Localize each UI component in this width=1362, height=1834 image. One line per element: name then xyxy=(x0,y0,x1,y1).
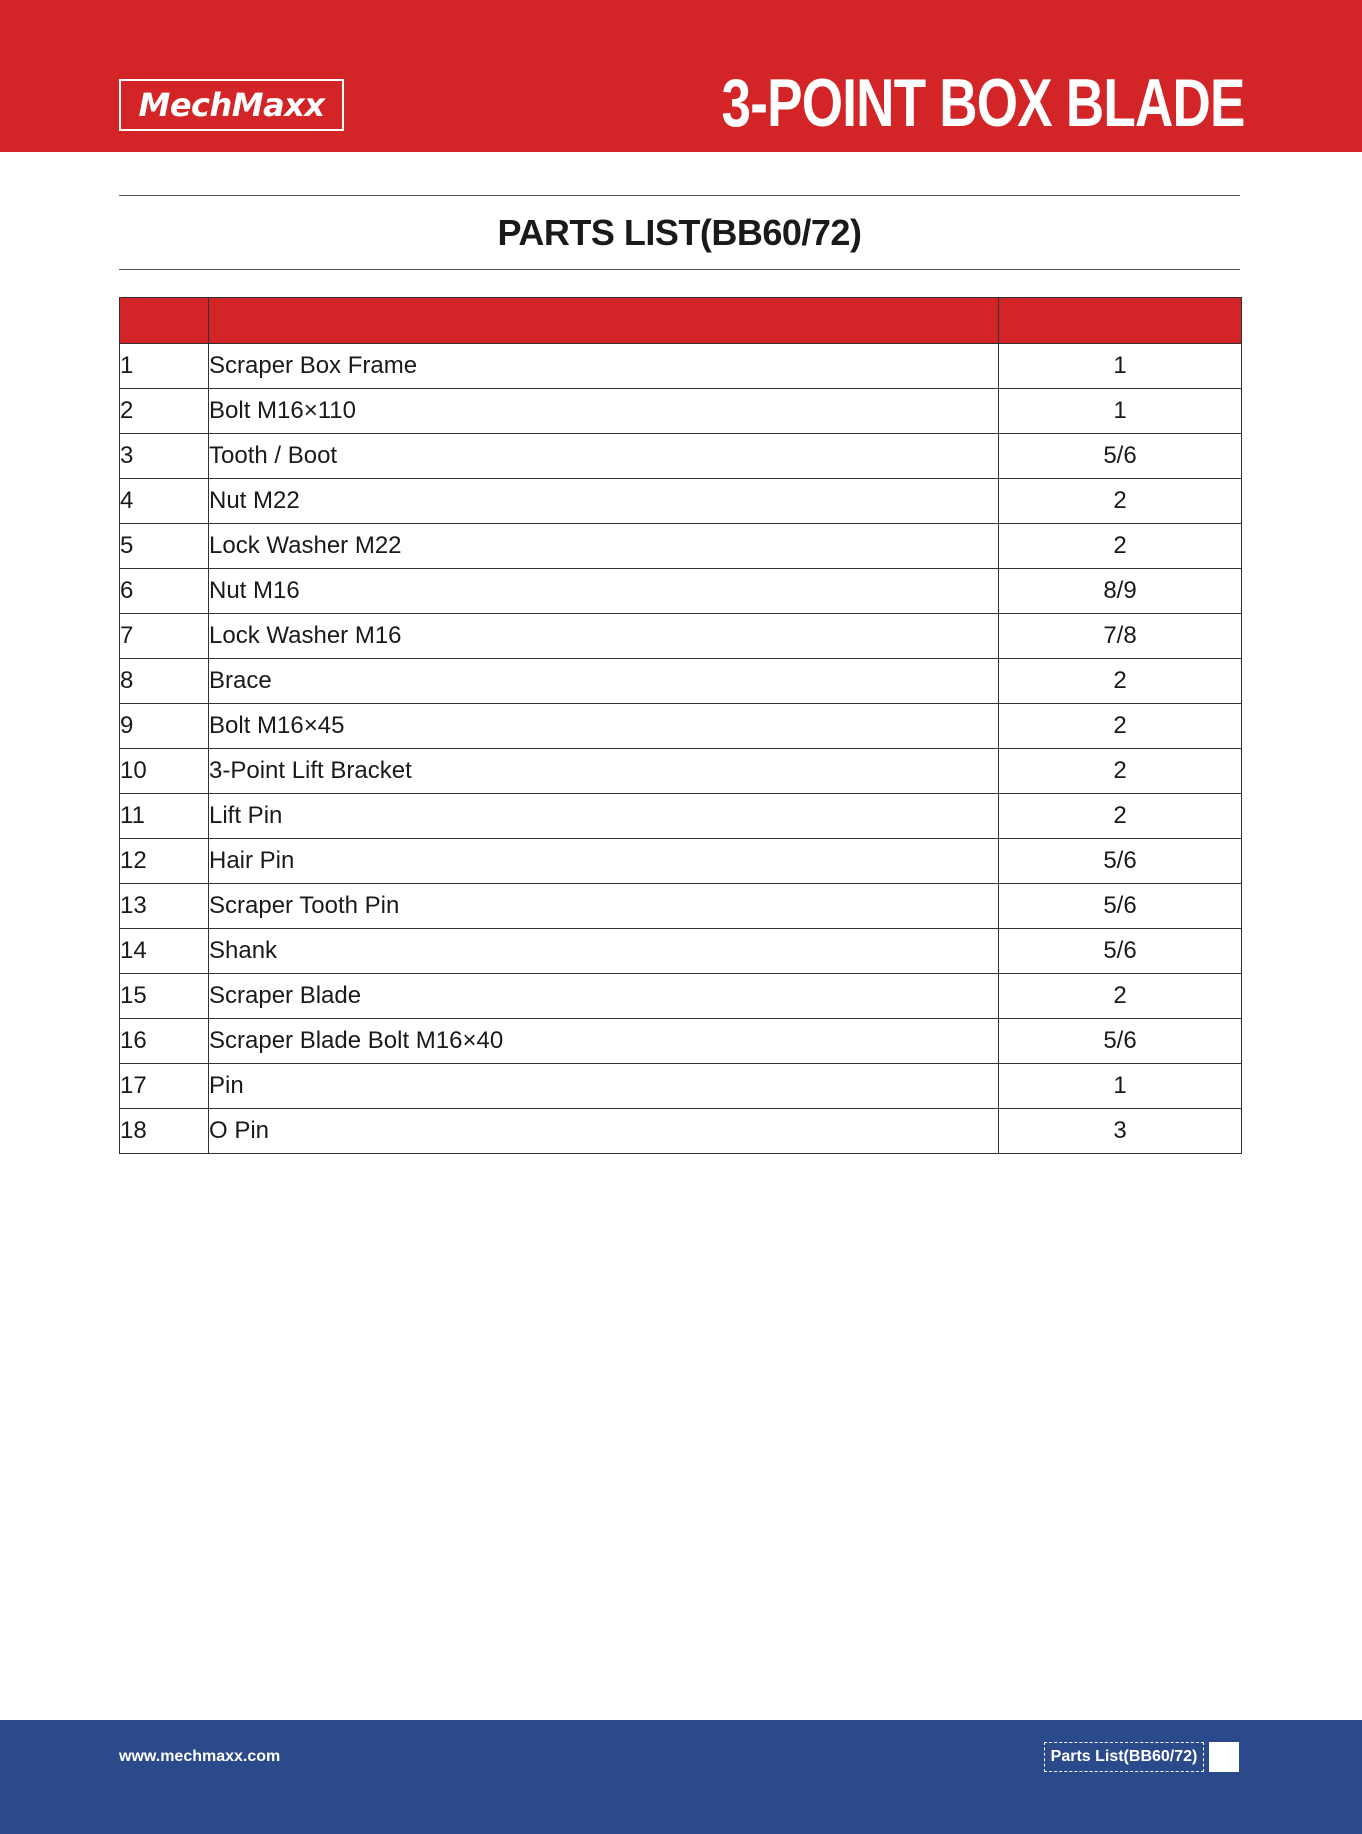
table-row xyxy=(120,749,1242,794)
part-description-cell: Scraper Tooth Pin xyxy=(209,884,999,929)
part-description-cell: Lock Washer M22 xyxy=(209,524,999,569)
header-cell-qty xyxy=(999,298,1242,344)
table-row xyxy=(120,929,1242,974)
parts-table-body xyxy=(120,344,1242,1154)
table-row xyxy=(120,524,1242,569)
table-row xyxy=(120,839,1242,884)
table-row xyxy=(120,659,1242,704)
footer-website-link[interactable]: www.mechmaxx.com xyxy=(119,1748,281,1765)
table-row xyxy=(120,884,1242,929)
part-description-cell: Bolt M16×110 xyxy=(209,389,999,434)
part-description-cell: Bolt M16×45 xyxy=(209,704,999,749)
part-number-cell: 12 xyxy=(120,839,209,884)
section-title: PARTS LIST(BB60/72) xyxy=(497,212,862,253)
table-row xyxy=(120,1064,1242,1109)
part-quantity-cell: 2 xyxy=(999,704,1242,749)
table-row xyxy=(120,434,1242,479)
table-row xyxy=(120,569,1242,614)
part-quantity-cell: 5/6 xyxy=(999,929,1242,974)
part-number-cell: 17 xyxy=(120,1064,209,1109)
part-quantity-cell: 8/9 xyxy=(999,569,1242,614)
title-rule-top xyxy=(119,195,1240,196)
table-row xyxy=(120,1109,1242,1154)
footer-page-tag: Parts List(BB60/72) xyxy=(1044,1742,1204,1772)
part-description-cell: Scraper Blade Bolt M16×40 xyxy=(209,1019,999,1064)
table-row xyxy=(120,974,1242,1019)
part-number-cell: 13 xyxy=(120,884,209,929)
part-number-cell: 11 xyxy=(120,794,209,839)
part-number-cell: 6 xyxy=(120,569,209,614)
header-cell-no xyxy=(120,298,209,344)
table-row xyxy=(120,704,1242,749)
page-number-box xyxy=(1209,1742,1239,1772)
table-header-row xyxy=(120,298,1242,344)
part-number-cell: 14 xyxy=(120,929,209,974)
part-quantity-cell: 7/8 xyxy=(999,614,1242,659)
part-number-cell: 5 xyxy=(120,524,209,569)
document-title: 3-POINT BOX BLADE xyxy=(721,65,1245,141)
part-number-cell: 15 xyxy=(120,974,209,1019)
table-row xyxy=(120,1019,1242,1064)
part-description-cell: Nut M16 xyxy=(209,569,999,614)
table-row xyxy=(120,614,1242,659)
part-description-cell: 3-Point Lift Bracket xyxy=(209,749,999,794)
part-quantity-cell: 2 xyxy=(999,659,1242,704)
part-quantity-cell: 5/6 xyxy=(999,839,1242,884)
table-row xyxy=(120,389,1242,434)
part-description-cell: Lift Pin xyxy=(209,794,999,839)
part-number-cell: 3 xyxy=(120,434,209,479)
part-number-cell: 2 xyxy=(120,389,209,434)
part-quantity-cell: 1 xyxy=(999,1064,1242,1109)
part-description-cell: Nut M22 xyxy=(209,479,999,524)
part-number-cell: 7 xyxy=(120,614,209,659)
part-quantity-cell: 5/6 xyxy=(999,434,1242,479)
table-row xyxy=(120,344,1242,389)
table-row xyxy=(120,794,1242,839)
part-number-cell: 4 xyxy=(120,479,209,524)
part-description-cell: Tooth / Boot xyxy=(209,434,999,479)
part-quantity-cell: 5/6 xyxy=(999,1019,1242,1064)
part-quantity-cell: 3 xyxy=(999,1109,1242,1154)
part-number-cell: 10 xyxy=(120,749,209,794)
part-description-cell: Brace xyxy=(209,659,999,704)
part-description-cell: Scraper Blade xyxy=(209,974,999,1019)
parts-table xyxy=(119,297,1242,1154)
part-description-cell: Pin xyxy=(209,1064,999,1109)
part-quantity-cell: 2 xyxy=(999,524,1242,569)
part-quantity-cell: 2 xyxy=(999,749,1242,794)
part-number-cell: 16 xyxy=(120,1019,209,1064)
part-description-cell: Hair Pin xyxy=(209,839,999,884)
part-quantity-cell: 2 xyxy=(999,794,1242,839)
table-row xyxy=(120,479,1242,524)
title-rule-bottom xyxy=(119,269,1240,270)
part-number-cell: 18 xyxy=(120,1109,209,1154)
part-description-cell: O Pin xyxy=(209,1109,999,1154)
part-quantity-cell: 2 xyxy=(999,479,1242,524)
part-description-cell: Shank xyxy=(209,929,999,974)
part-quantity-cell: 5/6 xyxy=(999,884,1242,929)
brand-logo: MechMaxx xyxy=(119,79,344,131)
part-description-cell: Scraper Box Frame xyxy=(209,344,999,389)
header-cell-description xyxy=(209,298,999,344)
part-number-cell: 9 xyxy=(120,704,209,749)
part-number-cell: 8 xyxy=(120,659,209,704)
part-quantity-cell: 2 xyxy=(999,974,1242,1019)
part-number-cell: 1 xyxy=(120,344,209,389)
part-quantity-cell: 1 xyxy=(999,389,1242,434)
part-quantity-cell: 1 xyxy=(999,344,1242,389)
part-description-cell: Lock Washer M16 xyxy=(209,614,999,659)
footer-banner xyxy=(0,1720,1362,1834)
